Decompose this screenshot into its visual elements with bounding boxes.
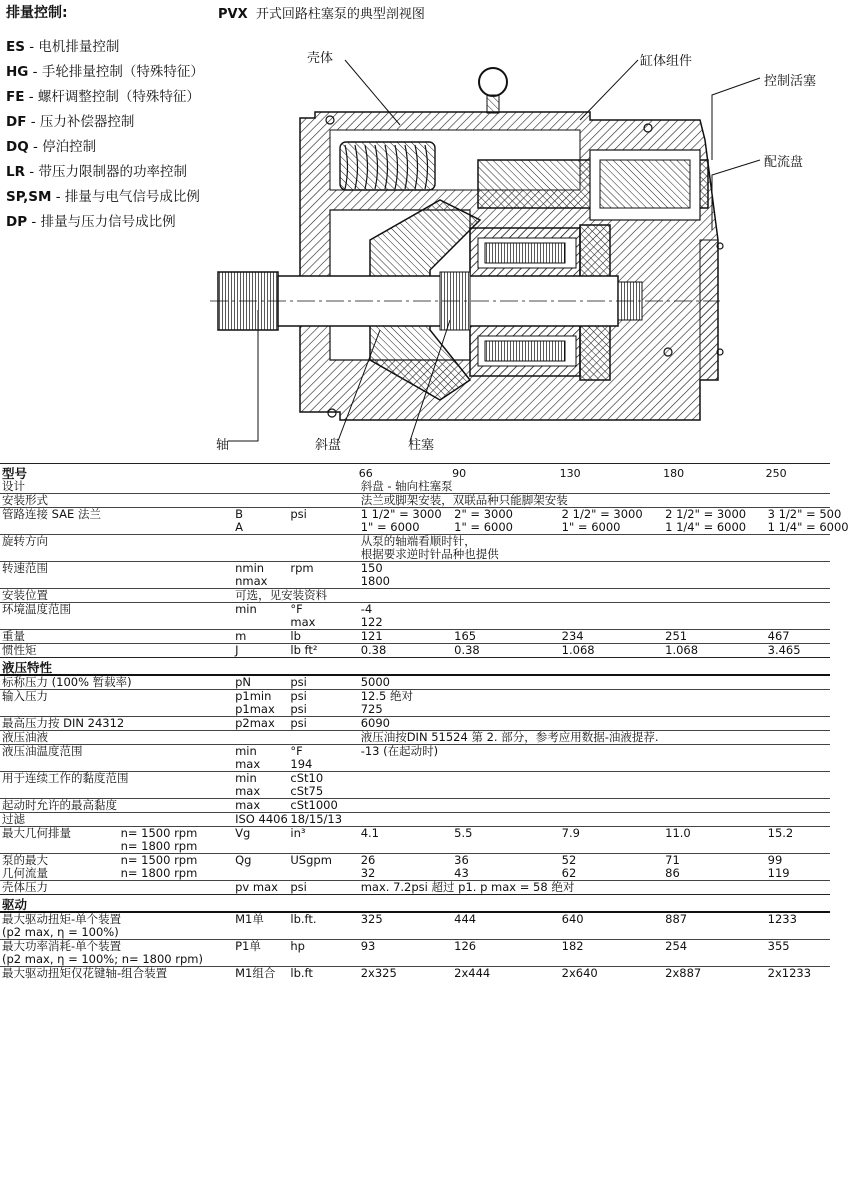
row-value: 0.38 [452, 644, 560, 658]
row-value: 3.465 [766, 644, 830, 658]
cell [288, 464, 358, 481]
row-value: 0.38 [359, 644, 452, 658]
control-item: LR - 带压力限制器的功率控制 [6, 164, 187, 180]
section-title: 液压特性 [0, 658, 830, 676]
row-label: 转速范围 [0, 562, 119, 589]
row-value: max. 7.2psi 超过 p1. p max = 58 绝对 [359, 881, 830, 895]
table-row [0, 772, 830, 799]
row-value: 7.9 [560, 827, 663, 854]
row-symbol [233, 731, 288, 745]
row-note [119, 813, 234, 827]
row-label: 设计 [2, 479, 25, 493]
row-value: 2 1/2" = 3000 1" = 6000 [560, 508, 663, 535]
row-label: 安装形式 [0, 494, 119, 508]
row-value: 液压油按DIN 51524 第 2. 部分，参考应用数据-油液提荐. [359, 731, 830, 745]
row-value: 887 [665, 912, 688, 926]
row-value [359, 772, 830, 799]
row-unit: USgpm [288, 854, 358, 881]
row-label: 输入压力 [0, 690, 119, 717]
row-value: 5000 [360, 675, 390, 689]
row-note [119, 717, 234, 731]
row-note [119, 690, 234, 717]
table-row [0, 799, 830, 813]
row-label: 液压油温度范围 [0, 745, 119, 772]
label-cylinder-assembly: 缸体组件 [640, 54, 693, 69]
row-value: 251 [663, 630, 765, 644]
row-value: 11.0 [663, 827, 765, 854]
row-unit: psi [288, 508, 358, 535]
label-valve-plate: 配流盘 [764, 155, 804, 170]
row-note [119, 535, 234, 562]
row-note [119, 912, 234, 940]
row-label: 惯性矩 [0, 644, 119, 658]
row-label: 起动时允许的最高黏度 [2, 798, 117, 812]
row-symbol: p1min p1max [233, 690, 288, 717]
row-value: 1 1/2" = 3000 1" = 6000 [359, 508, 452, 535]
size-header: 66 [359, 464, 452, 481]
table-row [0, 480, 830, 494]
table-row [0, 827, 830, 854]
diagram-title: PVX 开式回路柱塞泵的典型剖视图 [218, 7, 425, 22]
row-value: 2" = 3000 1" = 6000 [452, 508, 560, 535]
row-note: n= 1500 rpm n= 1800 rpm [119, 827, 234, 854]
row-value: 234 [560, 630, 663, 644]
row-value: 36 43 [452, 854, 560, 881]
row-unit: lb [288, 630, 358, 644]
row-note [119, 562, 234, 589]
row-value: 6090 [359, 717, 830, 731]
row-note [119, 508, 234, 535]
table-row [0, 630, 830, 644]
row-value: 182 [560, 940, 663, 967]
table-row [0, 912, 830, 940]
row-value: 325 [360, 912, 383, 926]
row-value: 2x640 [560, 967, 663, 981]
cell [233, 464, 288, 481]
table-row [0, 813, 830, 827]
row-label: 旋转方向 [0, 535, 119, 562]
table-row [0, 589, 830, 603]
table-row [0, 494, 830, 508]
section-heading: 排量控制: [6, 5, 68, 21]
row-label: 标称压力 (100% 暂载率) [2, 675, 132, 689]
table-row [0, 854, 830, 881]
table-row [0, 508, 830, 535]
table-row [0, 603, 830, 630]
row-symbol: M1组合 [233, 967, 288, 981]
row-unit [288, 494, 358, 508]
row-label: 最大驱动扭矩-单个装置 (p2 max, η = 100%) [2, 912, 122, 939]
row-value: 99 119 [766, 854, 830, 881]
row-value: 71 86 [663, 854, 765, 881]
row-value: 斜盘 - 轴向柱塞泵 [360, 479, 453, 493]
row-value: 126 [452, 940, 560, 967]
row-unit: °F max [288, 603, 358, 630]
row-note: n= 1500 rpm n= 1800 rpm [119, 854, 234, 881]
row-note [119, 675, 234, 690]
control-item: HG - 手轮排量控制（特殊特征） [6, 64, 204, 80]
row-unit: 18/15/13 [288, 813, 358, 827]
row-value: 52 62 [560, 854, 663, 881]
row-unit: in³ [288, 827, 358, 854]
table-row [0, 675, 830, 690]
row-unit [288, 731, 358, 745]
row-symbol: max [233, 799, 288, 813]
row-symbol: pN [235, 675, 252, 689]
row-value: 2x325 [359, 967, 452, 981]
row-value: 12.5 绝对 725 [359, 690, 830, 717]
row-label: 重量 [0, 630, 119, 644]
table-row [0, 644, 830, 658]
row-note [119, 494, 234, 508]
row-value: 254 [663, 940, 765, 967]
row-value: 4.1 [359, 827, 452, 854]
row-unit: °F 194 [288, 745, 358, 772]
row-label: 过滤 [0, 813, 119, 827]
row-value: 165 [452, 630, 560, 644]
row-label: 最高压力按 DIN 24312 [2, 716, 125, 730]
row-value: 可选，见安装资料 [233, 589, 830, 603]
row-value [359, 799, 830, 813]
row-unit: psi [290, 675, 307, 689]
label-shaft: 轴 [216, 438, 230, 453]
size-header: 90 [452, 464, 560, 481]
label-housing: 壳体 [307, 51, 334, 66]
label-control-piston: 控制活塞 [764, 74, 817, 89]
row-unit [288, 535, 358, 562]
row-label: 泵的最大 几何流量 [0, 854, 119, 881]
row-symbol: min [233, 603, 288, 630]
row-symbol: p2max [233, 717, 288, 731]
row-value: 2 1/2" = 3000 1 1/4" = 6000 [663, 508, 765, 535]
table-header-label: 型号 [0, 464, 119, 481]
row-symbol: Vg [233, 827, 288, 854]
row-value: 2x887 [663, 967, 765, 981]
control-item: ES - 电机排量控制 [6, 39, 120, 55]
table-row [0, 562, 830, 589]
row-note [119, 731, 234, 745]
row-value: -13 (在起动时) [359, 745, 830, 772]
row-unit: psi [288, 717, 358, 731]
control-item: DF - 压力补偿器控制 [6, 114, 135, 130]
control-item: DP - 排量与压力信号成比例 [6, 214, 176, 230]
row-label: 液压油液 [0, 731, 119, 745]
row-symbol: min max [233, 772, 288, 799]
row-unit: cSt10 cSt75 [288, 772, 358, 799]
size-header: 250 [766, 464, 830, 481]
row-symbol [233, 480, 288, 494]
size-header: 130 [560, 464, 663, 481]
row-note [119, 630, 234, 644]
row-unit: hp [288, 940, 358, 967]
control-item: DQ - 停泊控制 [6, 139, 97, 155]
row-value: 3 1/2" = 500 1 1/4" = 6000 [767, 507, 849, 534]
row-note [119, 480, 234, 494]
row-value: 1233 [767, 912, 797, 926]
row-symbol [233, 494, 288, 508]
cell [119, 464, 234, 481]
row-label: 环境温度范围 [0, 603, 119, 630]
row-value: 26 32 [359, 854, 452, 881]
table-row [0, 881, 830, 895]
row-unit: cSt1000 [288, 799, 358, 813]
pump-cross-section-diagram [200, 26, 830, 462]
cell [119, 589, 234, 603]
row-symbol: J [233, 644, 288, 658]
table-row [0, 940, 830, 967]
label-piston: 柱塞 [408, 438, 435, 453]
row-note [119, 799, 234, 813]
row-symbol [233, 535, 288, 562]
row-unit [288, 480, 358, 494]
row-value: 5.5 [452, 827, 560, 854]
row-label: 安装位置 [0, 589, 119, 603]
row-label: 最大功率消耗-单个装置 (p2 max, η = 100%; n= 1800 rpm) [2, 939, 203, 966]
row-symbol: m [233, 630, 288, 644]
row-unit: lb.ft. [290, 912, 317, 926]
row-symbol: P1单 [233, 940, 288, 967]
row-value: 93 [359, 940, 452, 967]
row-unit: lb ft² [288, 644, 358, 658]
table-row [0, 745, 830, 772]
table-row [0, 717, 830, 731]
row-value: 15.2 [766, 827, 830, 854]
row-value: 1.068 [560, 644, 663, 658]
row-note [119, 881, 234, 895]
table-row [0, 967, 830, 981]
row-value [359, 813, 830, 827]
row-value: 1.068 [663, 644, 765, 658]
label-swashplate: 斜盘 [315, 438, 342, 453]
section-title: 驱动 [0, 895, 830, 913]
control-item: FE - 螺杆调整控制（特殊特征） [6, 89, 200, 105]
row-symbol: min max [233, 745, 288, 772]
row-symbol: M1单 [235, 912, 264, 926]
row-unit: psi psi [288, 690, 358, 717]
row-symbol: B A [233, 508, 288, 535]
table-row [0, 690, 830, 717]
row-note [119, 603, 234, 630]
spec-table [0, 463, 849, 980]
row-note [119, 644, 234, 658]
row-value: 2x1233 [766, 967, 830, 981]
row-label: 管路连接 SAE 法兰 [0, 508, 119, 535]
size-header: 180 [663, 464, 765, 481]
row-value: 150 1800 [359, 562, 830, 589]
table-row [0, 535, 830, 562]
row-note [119, 772, 234, 799]
row-label: 壳体压力 [0, 881, 119, 895]
row-unit: rpm [288, 562, 358, 589]
row-value: 法兰或脚架安装，双联品种只能脚架安装 [359, 494, 830, 508]
row-value: 121 [359, 630, 452, 644]
row-symbol: ISO 4406 [235, 812, 288, 826]
row-symbol: nmin nmax [233, 562, 288, 589]
row-value: 467 [766, 630, 830, 644]
section-header [0, 658, 830, 676]
row-label: 最大几何排量 [0, 827, 119, 854]
row-value: 640 [561, 912, 584, 926]
section-header [0, 895, 830, 913]
row-symbol: pv max [233, 881, 288, 895]
row-value: 2x444 [452, 967, 560, 981]
row-value: 355 [766, 940, 830, 967]
table-row [0, 731, 830, 745]
row-unit: lb.ft [288, 967, 358, 981]
row-symbol: Qg [233, 854, 288, 881]
row-value: -4 122 [359, 603, 830, 630]
row-value: 444 [454, 912, 477, 926]
row-label: 用于连续工作的黏度范围 [0, 772, 119, 799]
row-note [119, 745, 234, 772]
control-item: SP,SM - 排量与电气信号成比例 [6, 189, 200, 205]
row-value: 从泵的轴端看顺时针， 根据要求逆时针品种也提供 [359, 535, 830, 562]
row-label: 最大驱动扭矩仅花键轴-组合装置 [2, 966, 168, 980]
row-unit: psi [288, 881, 358, 895]
